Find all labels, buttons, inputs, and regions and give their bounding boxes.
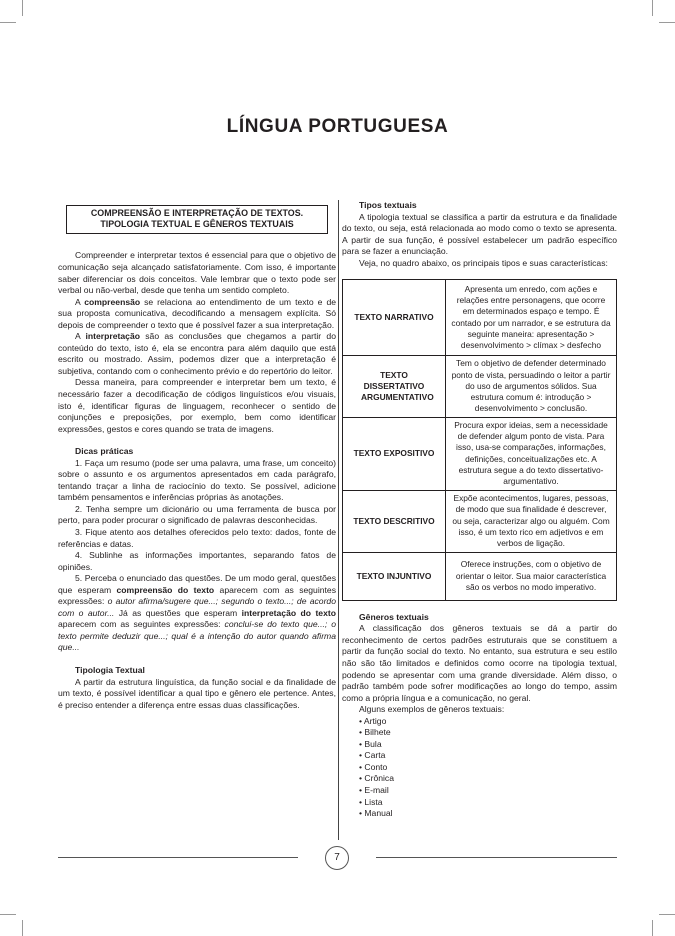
- table-row: [343, 417, 617, 490]
- footer-rule-right: [376, 857, 617, 858]
- table-cell-type: TEXTO INJUNTIVO: [343, 552, 446, 600]
- crop-mark: [652, 920, 653, 936]
- crop-mark: [0, 914, 16, 915]
- page-number: 7: [325, 846, 349, 870]
- subheading: Gêneros textuais: [359, 611, 429, 622]
- list-item: • Bula: [359, 738, 382, 749]
- table-cell-description: Procura expor ideias, sem a necessidade de defender algum ponto de vista. Para isso, usa-se comparações, informações, definições, conceitualizações etc. A estrutura segue a do texto dissertativo-argumentativo.: [446, 417, 617, 490]
- table-cell-description: Tem o objetivo de defender determinado ponto de vista, persuadindo o leitor a partir do uso de argumentos sólidos. Sua estrutura comum é: introdução > desenvolvimento > conclusão.: [446, 356, 617, 417]
- table-row: [343, 356, 617, 417]
- text-types-table: [342, 279, 617, 600]
- crop-mark: [22, 920, 23, 936]
- table-cell-type: TEXTO DESCRITIVO: [343, 490, 446, 552]
- paragraph: Alguns exemplos de gêneros textuais:: [359, 704, 505, 715]
- table-row: [343, 280, 617, 356]
- crop-mark: [0, 22, 16, 23]
- crop-mark: [22, 0, 23, 16]
- paragraph: A interpretação são as conclusões que chegamos a partir do conteúdo do texto, isto é, ela se encontra para além daquilo que está escrito ou mostrado. Assim, podemos dizer que a interpretação é subjetiva, contando com o conhecimento prévio e do repertório do leitor.: [58, 331, 336, 376]
- tip-item: 4. Sublinhe as informações importantes, separando fatos de opiniões.: [58, 550, 336, 572]
- keyword: compreensão: [84, 296, 141, 307]
- list-item: • Conto: [359, 761, 388, 772]
- subheading: Tipologia Textual: [75, 665, 145, 675]
- paragraph: A partir da estrutura linguística, da função social e da finalidade de um texto, é possível identificar a qual tipo e gênero ele pertence. Antes, é preciso entender a diferença entre essas duas classificações.: [58, 676, 336, 710]
- table-cell-type: TEXTO NARRATIVO: [343, 280, 446, 356]
- paragraph: A classificação dos gêneros textuais se dá a partir do reconhecimento de certos padrões estruturais que se constituem a partir da função social do texto. No entanto, sua estrutura e seu estilo não são tão limitados e definidos como ocorre na tipologia textual, podendo se apresentar com uma grande diversidade. Além disso, o padrão também pode sofrer modificações ao longo do tempo, assim como a própria língua e a comunicação, no geral.: [342, 623, 617, 703]
- list-item: • Lista: [359, 796, 383, 807]
- list-item: • Artigo: [359, 715, 387, 726]
- crop-mark: [652, 0, 653, 16]
- list-item: • E-mail: [359, 784, 389, 795]
- page-title: LÍNGUA PORTUGUESA: [226, 116, 449, 137]
- crop-mark: [659, 914, 675, 915]
- subheading: Dicas práticas: [75, 446, 134, 457]
- tip-item: 3. Fique atento aos detalhes oferecidos pelo texto: dados, fonte de referências e datas.: [58, 526, 336, 549]
- tip-item: 2. Tenha sempre um dicionário ou uma ferramenta de busca por perto, para poder procurar o significado de palavras desconhecidas.: [58, 503, 336, 526]
- tip-item: 5. Perceba o enunciado das questões. De um modo geral, questões que esperam compreensão do texto aparecem com as seguintes expressões: o autor afirma/sugere que...; segundo o texto...; de acordo com o autor... Já as questões que esperam interpretação do texto aparecem com as seguintes expressões: conclui-se do texto que...; o texto permite deduzir que...; qual é a intenção do autor quando afirma que...: [58, 573, 336, 653]
- section-heading-box: COMPREENSÃO E INTERPRETAÇÃO DE TEXTOS. TIPOLOGIA TEXTUAL E GÊNEROS TEXTUAIS: [66, 205, 328, 234]
- paragraph: A compreensão se relaciona ao entendimento de um texto e de sua proposta comunicativa, decodificando a mensagem explícita. Só depois de compreender o texto que é possível fazer a sua interpretação.: [58, 296, 336, 330]
- right-column: [342, 200, 617, 820]
- table-cell-description: Expõe acontecimentos, lugares, pessoas, de modo que sua finalidade é descrever, ou seja, caracterizar algo ou alguém. Com isso, é um texto rico em adjetivos e em verbos de ligação.: [446, 490, 617, 552]
- subheading: Tipos textuais: [359, 200, 417, 210]
- list-item: • Bilhete: [359, 727, 391, 738]
- paragraph: Dessa maneira, para compreender e interpretar bem um texto, é necessário fazer a decodificação de códigos linguísticos e/ou visuais, isto é, identificar figuras de linguagem, reconhecer o sentido de conjunções e preposições, por exemplo, bem como identificar expressões, gestos e cores quando se trata de imagens.: [58, 377, 336, 434]
- tip-item: 1. Faça um resumo (pode ser uma palavra, uma frase, um conceito) sobre o assunto e os argumentos apresentados em cada parágrafo, tentando traçar a linha de raciocínio do texto. Se possível, adicione também pensamentos e inferências próprias às anotações.: [58, 457, 336, 503]
- paragraph: A tipologia textual se classifica a partir da estrutura e da finalidade do texto, ou seja, está relacionada ao modo como o texto se apresenta. A partir de sua função, é possível estabelecer um padrão específico para se fazer a enunciação.: [342, 211, 617, 257]
- keyword: interpretação: [85, 331, 140, 342]
- left-column: [58, 205, 336, 711]
- table-row: [343, 490, 617, 552]
- list-item: • Carta: [359, 750, 386, 761]
- footer-rule-left: [58, 857, 298, 858]
- list-item: • Crônica: [359, 773, 395, 784]
- table-cell-type: TEXTO DISSERTATIVO ARGUMENTATIVO: [343, 356, 446, 417]
- table-cell-description: Apresenta um enredo, com ações e relações entre personagens, que ocorre em determinados espaço e tempo. É contado por um narrador, e se estrutura da seguinte maneira: apresentação > desenvolvimento > clímax > desfecho: [446, 280, 617, 356]
- crop-mark: [659, 22, 675, 23]
- table-cell-description: Oferece instruções, com o objetivo de orientar o leitor. Sua maior característica são os verbos no modo imperativo.: [446, 552, 617, 600]
- paragraph: Veja, no quadro abaixo, os principais tipos e suas características:: [359, 257, 608, 268]
- paragraph: Compreender e interpretar textos é essencial para que o objetivo de comunicação seja alcançado satisfatoriamente. Com isso, é importante saber diferenciar os dois conceitos. Vale lembrar que o texto pode ser verbal ou não-verbal, desde que tenha um sentido completo.: [58, 250, 336, 296]
- genre-examples-list: [342, 716, 617, 820]
- column-divider: [338, 200, 339, 840]
- list-item: • Manual: [359, 808, 393, 819]
- table-cell-type: TEXTO EXPOSITIVO: [343, 417, 446, 490]
- table-row: [343, 552, 617, 600]
